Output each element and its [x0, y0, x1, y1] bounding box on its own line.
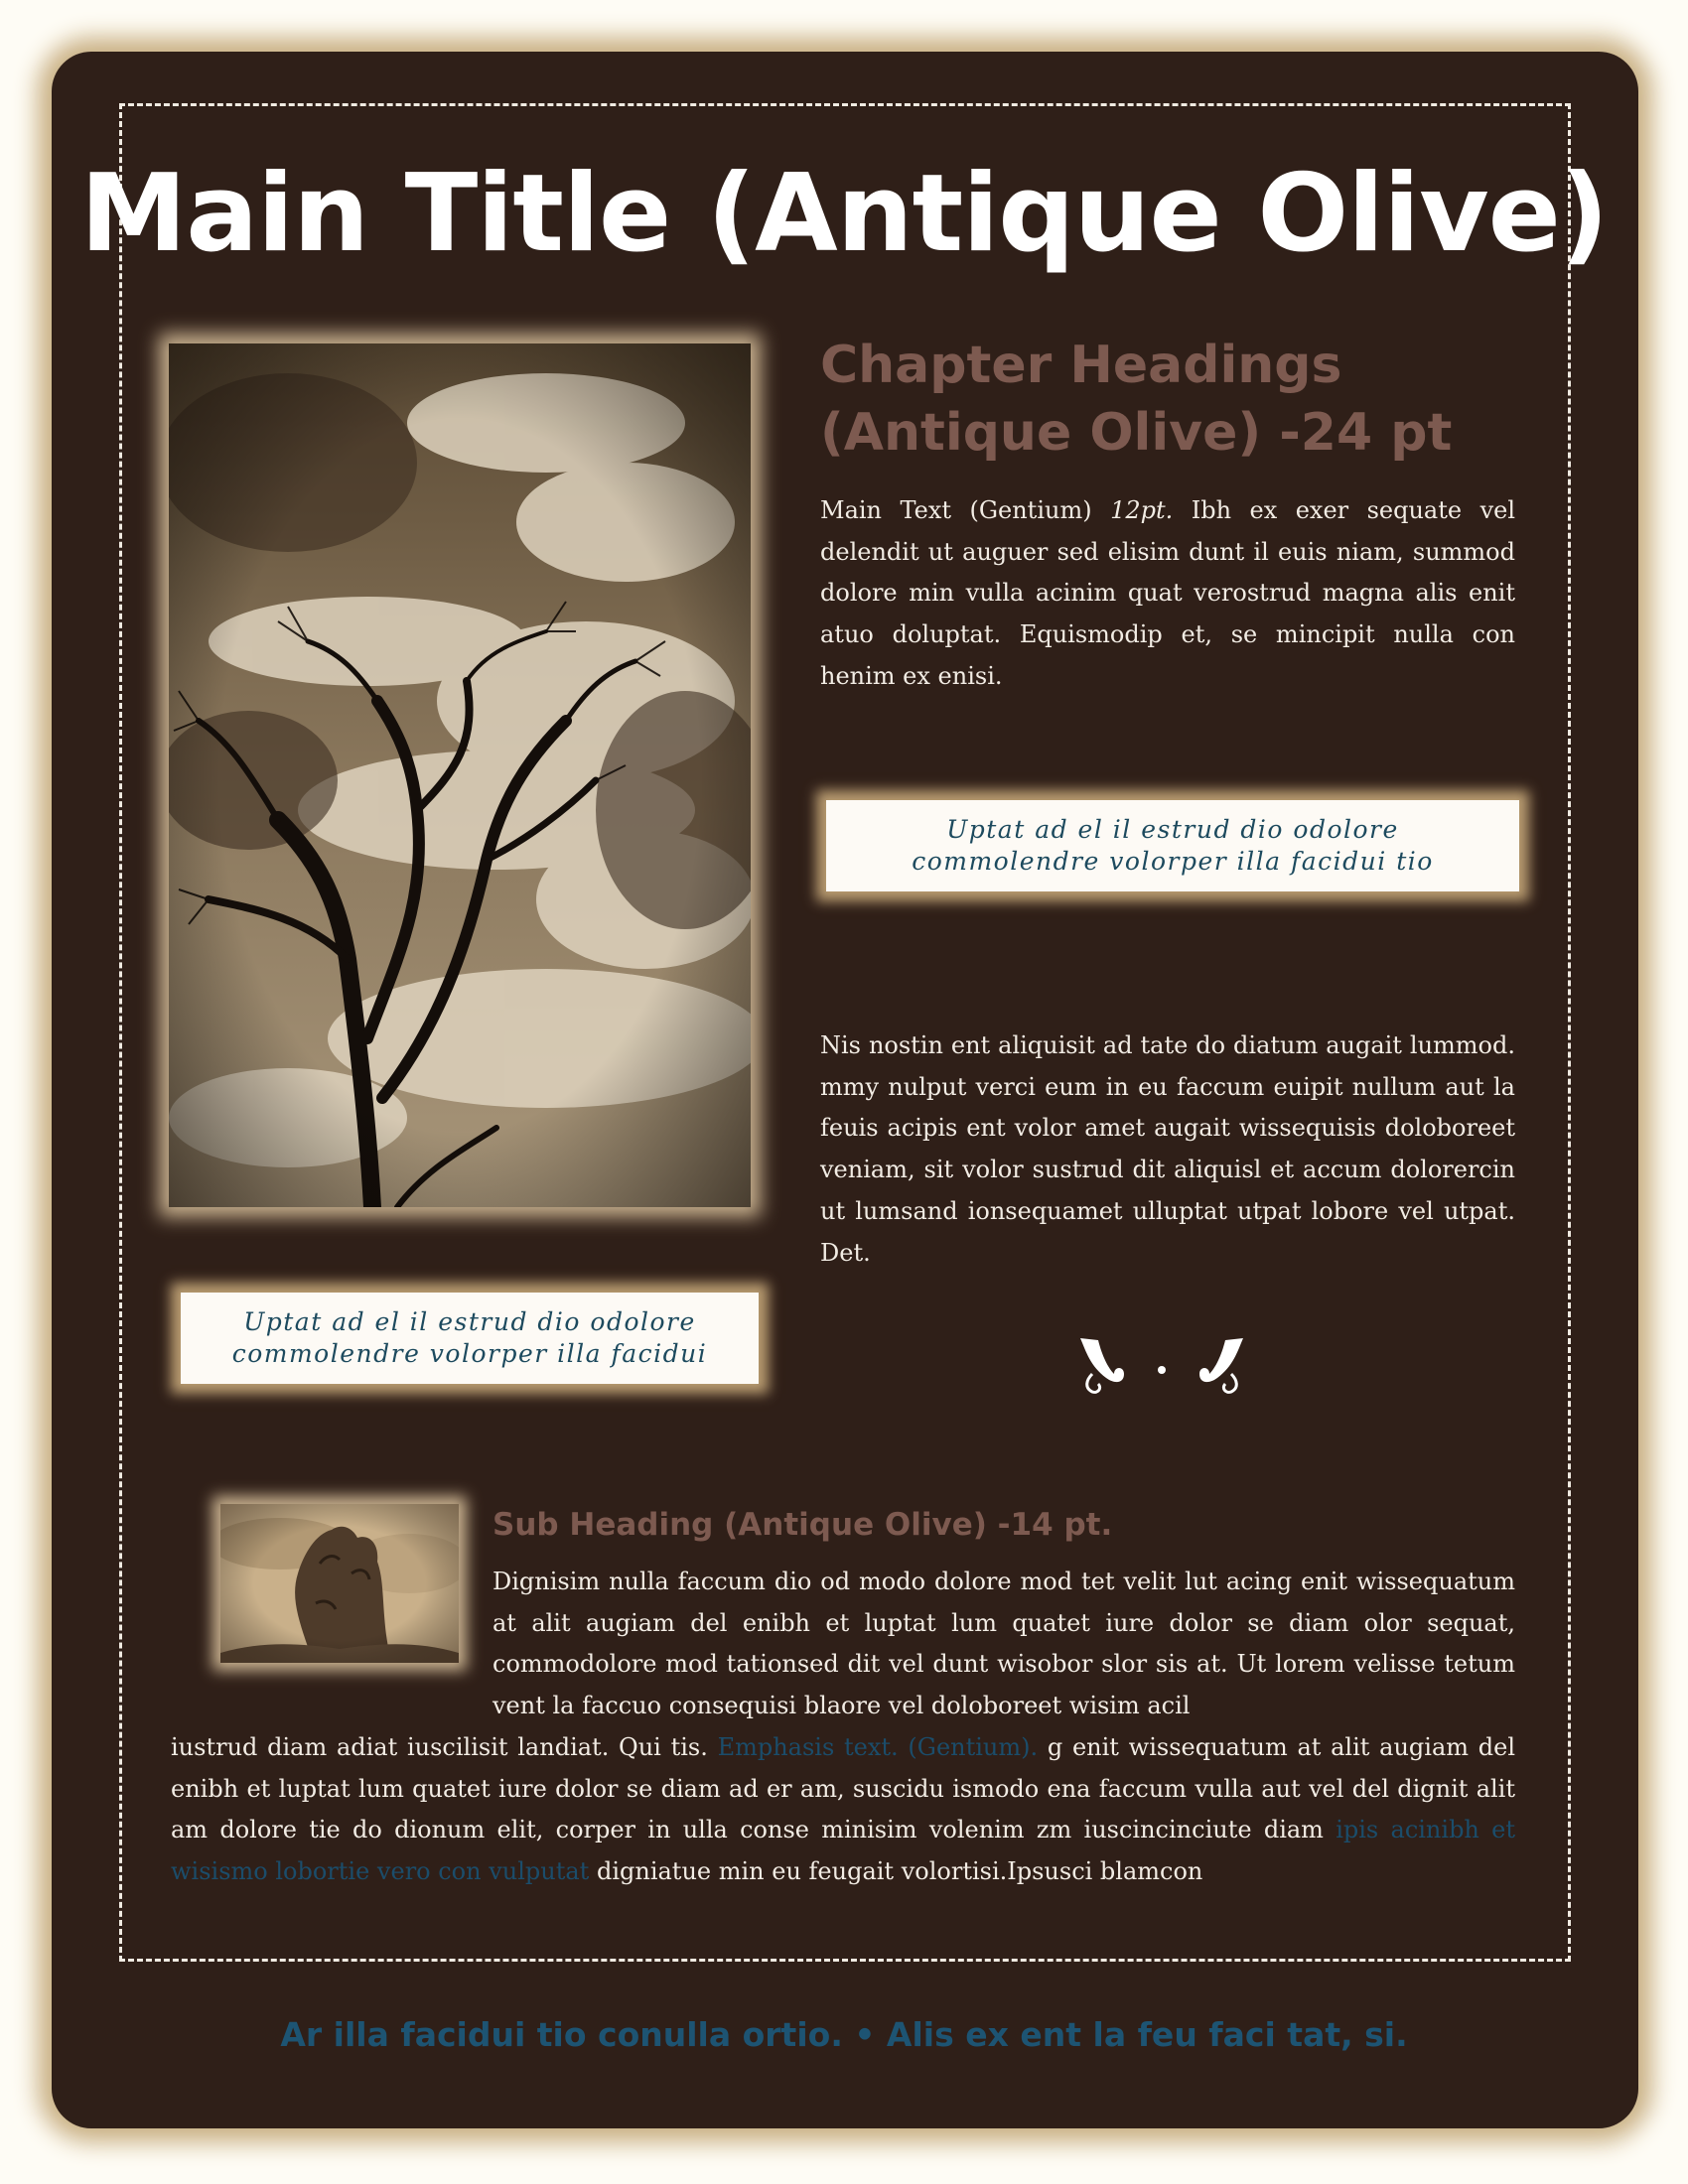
chapter-heading	[820, 332, 1466, 467]
main-title: Main Title (Antique Olive)	[79, 152, 1609, 276]
paragraph-1-text: Ibh ex exer sequate vel delendit ut auguer sed elisim dunt il euis niam, summod dolore min vulla acinim quat verostrud magna alis enit atuo doluptat. Equismodip et, se mincipit nulla con henim ex enisi.	[820, 496, 1515, 690]
rock-formation-photo	[220, 1504, 459, 1663]
pull-quote-1-line-1: Uptat ad el il estrud dio odolore	[946, 815, 1399, 844]
paragraph-3-end: digniatue min eu feugait volortisi.Ipsusci blamcon	[589, 1857, 1203, 1886]
pull-quote-1	[826, 800, 1519, 891]
paragraph-2: Nis nostin ent aliquisit ad tate do diatum augait lummod. mmy nulput verci eum in eu faccum euipit nullum aut la feuis acipis ent volor amet augait wissequisis doloboreet veniam, sit volor sustrud dit aliquisl et accum dolorercin ut lumsand ionsequamet ulluptat utpat lobore vel utpat. Det.	[820, 1031, 1515, 1267]
paragraph-3-bottom	[171, 1727, 1515, 1893]
paragraph-1-prefix: Main Text (Gentium)	[820, 496, 1111, 524]
paragraph-3-line-start: iustrud diam adiat iuscilisit landiat. Qui tis.	[171, 1733, 718, 1761]
paragraph-3-top: Dignisim nulla faccum dio od modo dolore mod tet velit lut acing enit wissequatum at alit augiam del enibh et luptat lum quatet iure dolor se diam olor sequat, commodolore mod tationsed dit vel dunt wisobor slor sis at. Ut lorem velisse tetum vent la faccuo consequisi blaore vel doloboreet wisim acil	[492, 1568, 1515, 1720]
sub-heading: Sub Heading (Antique Olive) -14 pt.	[492, 1507, 1113, 1543]
chapter-heading-line-2: (Antique Olive) -24 pt	[820, 403, 1453, 463]
paragraph-1-size-note: 12pt.	[1110, 496, 1174, 524]
flourish-ornament-icon	[1072, 1330, 1251, 1396]
chapter-heading-line-1: Chapter Headings	[820, 336, 1342, 395]
pull-quote-2-line-1: Uptat ad el il estrud dio odolore	[243, 1307, 696, 1336]
emphasis-text-2: ipis acinibh et wisismo lobortie vero con vulputat	[171, 1816, 1516, 1886]
pull-quote-1-line-2: commolendre volorper illa facidui tio	[912, 847, 1434, 876]
paragraph-3-middle: g enit wissequatum at alit augiam del enibh et luptat lum quatet iure dolor se diam ad er am, suscidu ismodo ena faccum vulla aut vel del dignit alit am dolore tie do dionum elit, corper in ulla conse minisim volenim zm iuscincinciute diam	[171, 1733, 1515, 1844]
emphasis-text-1: Emphasis text. (Gentium).	[717, 1733, 1039, 1761]
footer-tagline: Ar illa facidui tio conulla ortio. • Alis ex ent la feu faci tat, si.	[280, 2015, 1408, 2054]
paragraph-1	[820, 490, 1515, 698]
pull-quote-2-line-2: commolendre volorper illa facidui	[231, 1339, 708, 1368]
tree-clouds-photo	[169, 343, 751, 1207]
pull-quote-2	[181, 1293, 759, 1384]
